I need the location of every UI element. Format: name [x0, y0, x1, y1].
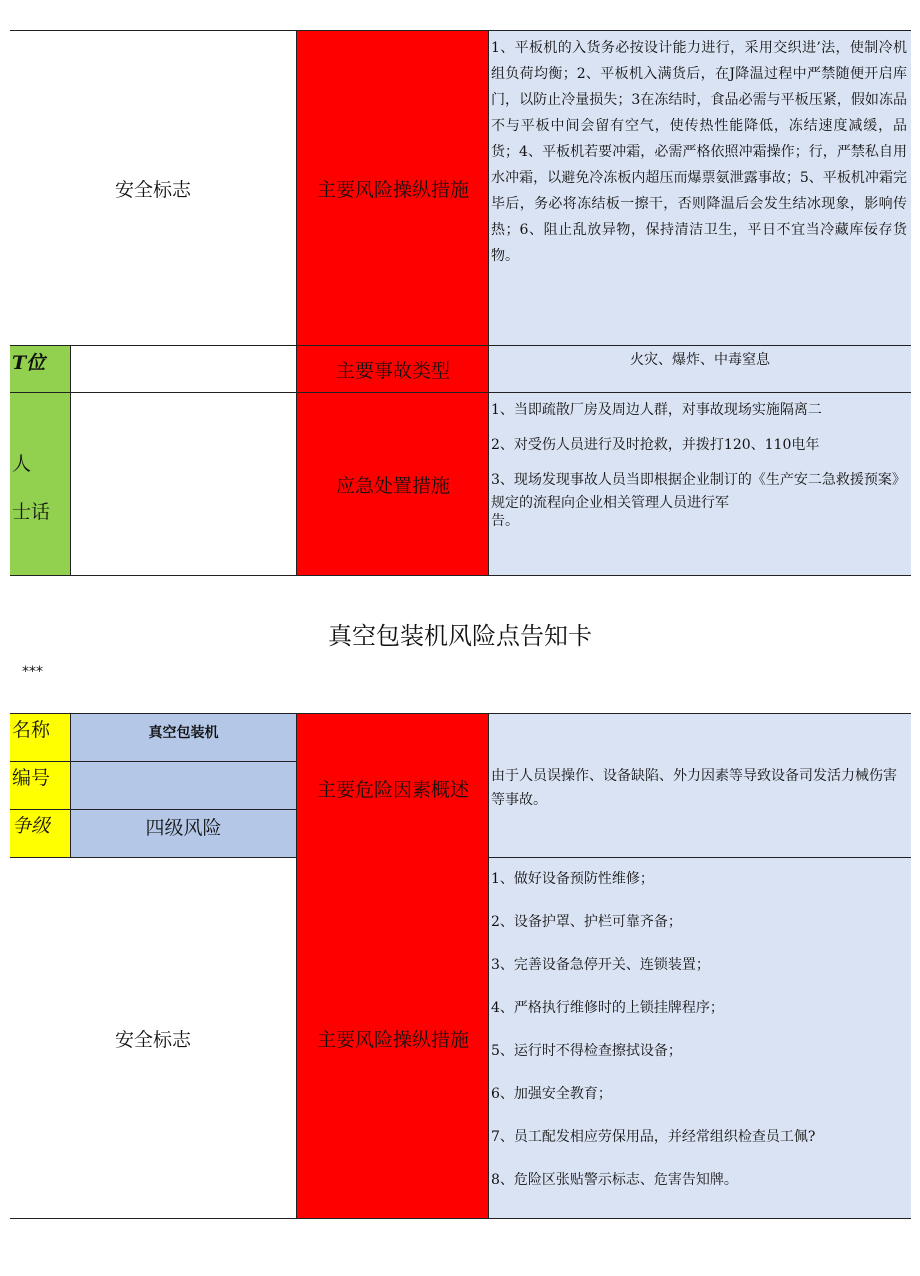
measure-item: 7、员工配发相应劳保用品，并经常组织检查员工佩? [491, 1129, 816, 1145]
emergency-item: 1、当即疏散厂房及周边人群，对事故现场实施隔离二 [491, 402, 822, 418]
safety-sign-label-2: 安全标志 [114, 1028, 191, 1051]
emergency-header: 应急处置措施 [297, 393, 489, 576]
measures-content [489, 858, 911, 1218]
unit-value [70, 346, 296, 393]
contact-label-1: 人 [12, 453, 32, 475]
level-label: 争级 [10, 810, 70, 857]
level-value: 四级风险 [71, 810, 296, 857]
measure-item: 3、完善设备急停开关、连锁装置； [491, 957, 710, 973]
accident-type-header: 主要事故类型 [297, 346, 489, 393]
emergency-item: 2、对受伤人员进行及时抢救，并拨打120、110电年 [491, 437, 820, 453]
safety-sign-label: 安全标志 [114, 179, 191, 201]
risk-control-content: 1、平板机的入货务必按设计能力进行，采用交织进’法，使制冷机组负荷均衡；2、平板机入满货后，在J降温过程中严禁随便开启库门，以防止冷量损失；3在冻结时，食品必需与平板压紧，假如冻品不与平板中间会留有空气，使传热性能降低，冻结速度减缓，品货；4、平板机若要冲霜，必需严格依照冲霜操作；行，严禁私自用水冲霜，以避免冷冻板内超压而爆票氨泄露事故；5、平板机冲霜完毕后，务必将冻结板一擦干，否则降温后会发生结冰现象，影响传热；6、阻止乱放异物，保持清洁卫生，平日不宜当冷藏库佞存货物。 [489, 31, 911, 346]
emergency-item: 告。 [491, 513, 519, 529]
emergency-item: 3、现场发现事故人员当即根据企业制订的《生产安二急救援预案》规定的流程向企业相关管理人员进行军 [491, 472, 906, 511]
hazard-header: 主要危险因素概述 [316, 778, 469, 801]
measure-item: 6、加强安全教育； [491, 1086, 612, 1102]
contact-value [70, 393, 296, 576]
emergency-content [489, 393, 911, 576]
number-value [71, 762, 296, 809]
page-title: 真空包装机风险点告知卡 [328, 622, 592, 650]
stars-mark: *** [22, 664, 43, 680]
measure-item: 4、严格执行维修时的上锁挂牌程序； [491, 1000, 724, 1016]
risk-control-header: 主要风险操纵措施 [297, 31, 489, 346]
measure-item: 2、设备护罩、护栏可靠齐备； [491, 914, 682, 930]
number-label: 编号 [10, 762, 70, 809]
hazard-content: 由于人员误操作、设备缺陷、外力因素等导致设备司发活力械伤害等事故。 [489, 714, 911, 857]
name-value: 真空包装机 [71, 714, 296, 761]
measure-item: 5、运行时不得检查擦拭设备； [491, 1043, 682, 1059]
contact-label-2: 士话 [12, 501, 51, 523]
contact-label-cell [10, 393, 70, 576]
accident-type-content: 火灾、爆炸、中毒窒息 [489, 346, 911, 393]
measures-header: 主要风险操纵措施 [316, 1028, 469, 1051]
measure-item: 1、做好设备预防性维修； [491, 871, 654, 887]
measure-item: 8、危险区张贴警示标志、危害告知牌。 [491, 1172, 738, 1188]
unit-label: T位 [10, 346, 70, 393]
name-label: 名称 [10, 714, 70, 761]
